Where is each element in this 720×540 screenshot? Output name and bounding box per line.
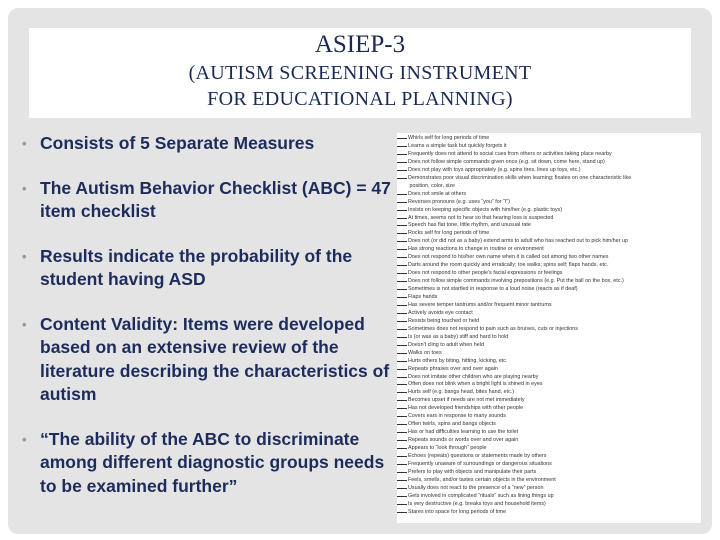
bullet-item [22, 132, 402, 156]
checkbox-blank [397, 202, 407, 203]
bullet-item [22, 313, 402, 407]
checklist-item [397, 262, 608, 268]
checklist-item [397, 374, 538, 380]
checklist-item [397, 501, 546, 507]
checklist-item-text: Frequently unaware of surroundings or dangerous situations [408, 460, 552, 467]
checklist-item-text: Frequently does not attend to social cues from others or activities taking place nearby [408, 150, 612, 157]
checklist-item [397, 366, 498, 372]
checkbox-blank [397, 218, 407, 219]
checklist-item [397, 381, 543, 387]
checklist-item-text: Does not smile at others [408, 190, 467, 197]
checklist-item [397, 238, 628, 244]
checklist-item [397, 278, 624, 284]
checklist-item [397, 230, 489, 236]
checkbox-blank [397, 432, 407, 433]
checklist-item [397, 246, 544, 252]
checklist-item-text: Is very destructive (e.g. breaks toys and household items) [408, 500, 546, 507]
title-line-3: FOR EDUCATIONAL PLANNING) [207, 88, 513, 110]
bullet-list [22, 132, 402, 519]
checklist-item [397, 469, 536, 475]
checklist-item-text: Has not developed friendships with other people [408, 405, 524, 412]
checklist-item [397, 326, 578, 332]
checklist-item [397, 191, 466, 197]
checkbox-blank [397, 241, 407, 242]
checkbox-blank [397, 313, 407, 314]
checkbox-blank [397, 408, 407, 409]
checklist-item [397, 183, 455, 189]
checklist-item-text: Gets involved in complicated “rituals” such as lining things up [408, 492, 554, 499]
checkbox-blank [397, 480, 407, 481]
checkbox-blank [397, 392, 407, 393]
checklist-item [397, 286, 578, 292]
checkbox-blank [397, 194, 407, 195]
checklist-item [397, 453, 546, 459]
checklist-item [397, 350, 442, 356]
checklist-item-text: Often twirls, spins and bangs objects [408, 421, 496, 428]
checklist-item [397, 175, 631, 181]
checklist-item-text: Hurts self (e.g. bangs head, bites hand, etc.) [408, 389, 515, 396]
checkbox-blank [397, 249, 407, 250]
checklist-item [397, 437, 518, 443]
checklist-item [397, 151, 612, 157]
checklist-item [397, 135, 489, 141]
checkbox-blank [397, 504, 407, 505]
checklist-item [397, 270, 562, 276]
bullet-icon: • [22, 248, 27, 264]
checklist-item [397, 421, 496, 427]
checklist-item [397, 445, 487, 451]
checklist-item [397, 215, 553, 221]
checkbox-blank [397, 377, 407, 378]
title-line-2: (AUTISM SCREENING INSTRUMENT [188, 62, 532, 84]
checklist-item-text: Reverses pronouns (e.g. uses “you” for “I”) [408, 198, 510, 205]
bullet-item [22, 177, 402, 224]
checklist-item-text: Appears to “look through” people [408, 445, 487, 452]
bullet-text: Consists of 5 Separate Measures [40, 133, 315, 153]
checklist-item-text: Repeats phrases over and over again [408, 365, 498, 372]
checklist-item [397, 405, 523, 411]
checklist-item-text: Does not follow simple commands given once (e.g. sit down, come here, stand up) [408, 158, 605, 165]
checkbox-blank [397, 154, 407, 155]
bullet-text: Content Validity: Items were developed based on an extensive review of the literature describing the characteristics of autism [40, 313, 390, 404]
checklist-item-text: Whirls self for long periods of time [408, 135, 490, 141]
checklist-item [397, 207, 562, 213]
checkbox-blank [397, 273, 407, 274]
checkbox-blank [397, 305, 407, 306]
checkbox-blank [397, 361, 407, 362]
checkbox-blank [397, 448, 407, 449]
checkbox-blank [397, 424, 407, 425]
checkbox-blank [397, 472, 407, 473]
checklist-item-text: Prefers to play with objects and manipulate their parts [408, 468, 537, 475]
checkbox-blank [397, 384, 407, 385]
slide-title [29, 28, 691, 118]
checklist-item [397, 509, 506, 515]
checkbox-blank [397, 210, 407, 211]
checkbox-blank [397, 233, 407, 234]
bullet-text: “The ability of the ABC to discriminate among different diagnostic groups needs to be examined further” [40, 428, 385, 496]
checklist-item [397, 477, 556, 483]
checklist-item-text: position, color, size [408, 182, 456, 189]
checkbox-blank [397, 464, 407, 465]
bullet-item [22, 245, 402, 292]
checkbox-blank [397, 289, 407, 290]
checklist-item-text: Feels, smells, and/or tastes certain objects in the environment [408, 476, 556, 483]
checklist-item [397, 318, 479, 324]
checkbox-blank [397, 369, 407, 370]
bullet-text: The Autism Behavior Checklist (ABC) = 47 item checklist [40, 177, 391, 221]
checklist-item-text: Actively avoids eye contact [408, 309, 473, 316]
checklist-item-text: Walks on toes [408, 349, 442, 356]
bullet-icon: • [22, 136, 27, 151]
checkbox-blank [397, 329, 407, 330]
checklist-item-text: Sometimes does not respond to pain such as bruises, cuts or injections [408, 325, 578, 332]
title-line-1: ASIEP-3 [314, 31, 406, 58]
checklist-item-text: Is (or was as a baby) stiff and hard to hold [408, 333, 509, 340]
bullet-icon: • [22, 180, 27, 196]
checkbox-blank [397, 416, 407, 417]
checklist-item-text: Often does not blink when a bright light is shined in eyes [408, 381, 543, 388]
checkbox-blank [397, 353, 407, 354]
checkbox-blank [397, 345, 407, 346]
checkbox-blank [397, 512, 407, 513]
checkbox-blank [397, 337, 407, 338]
checklist-item [397, 493, 554, 499]
checklist-item [397, 310, 473, 316]
checklist-item [397, 254, 608, 260]
checklist-item-text: Sometimes is not startled in response to a loud noise (reacts as if deaf) [408, 286, 578, 293]
checklist-item-text: Does not respond to his/her own name when it is called out among two other names [408, 254, 609, 261]
checklist-item [397, 389, 514, 395]
checklist-item [397, 167, 581, 173]
checklist-item-text: Resists being touched or held [408, 317, 480, 324]
checklist-item-text: Usually does not react to the presence of a “new” person [408, 484, 544, 491]
checklist-item-text: Has or had difficulties learning to use the toilet [408, 429, 519, 436]
checklist-item-text: Flaps hands [408, 294, 438, 300]
abc-checklist-image [397, 133, 701, 523]
checklist-item-text: Does not (or did not as a baby) extend arms to adult who has reached out to pick him/her up [408, 238, 628, 245]
checklist-item-text: Has severe temper tantrums and/or frequent minor tantrums [408, 301, 552, 308]
checklist-item [397, 461, 552, 467]
checklist-item-text: At times, seems not to hear so that hearing loss is suspected [408, 214, 554, 221]
checklist-item-text: Demonstrates poor visual discrimination skills when learning; fixates on one characteristic like [408, 174, 632, 181]
checkbox-blank [397, 440, 407, 441]
checklist-item-text: Speech has flat tone, little rhythm, and unusual rate [408, 222, 531, 229]
checkbox-blank [397, 297, 407, 298]
checkbox-blank [397, 488, 407, 489]
checklist-item-text: Has strong reactions to change in routine or environment [408, 246, 544, 253]
checklist-item-text: Echoes (repeats) questions or statements made by others [408, 453, 547, 459]
checklist-item-text: Repeats sounds or words over and over again [408, 437, 519, 444]
checklist-item-text: Does not imitate other children who are playing nearby [408, 373, 539, 380]
checkbox-blank [397, 321, 407, 322]
checkbox-blank [397, 281, 407, 282]
checklist-item-text: Covers ears in response to many sounds [408, 413, 506, 420]
bullet-text: Results indicate the probability of the student having ASD [40, 245, 353, 289]
checklist-item-text: Doesn't cling to adult when held [408, 341, 484, 348]
checkbox-blank [397, 146, 407, 147]
checkbox-blank [397, 138, 407, 139]
bullet-icon: • [22, 431, 27, 447]
bullet-item [22, 428, 402, 499]
checkbox-blank [397, 265, 407, 266]
bullet-icon: • [22, 316, 27, 332]
checklist-item-text: Insists on keeping specific objects with him/her (e.g. plastic toys) [408, 206, 562, 213]
checkbox-blank [397, 257, 407, 258]
checklist-item-text: Rocks self for long periods of time [408, 230, 490, 237]
checklist-item [397, 222, 531, 228]
checkbox-blank [397, 170, 407, 171]
checklist-item-text: Darts around the room quickly and erratically; toe walks; spins self; flaps hands, etc. [408, 262, 609, 269]
checklist-item-text: Does not follow simple commands involving prepositions (e.g. Put the ball on the box, etc.) [408, 278, 624, 285]
checklist-item [397, 358, 507, 364]
checklist-item [397, 199, 510, 205]
checklist-item-text: Learns a simple task but quickly forgets it [408, 142, 507, 149]
checklist-item [397, 159, 605, 165]
checkbox-blank [397, 225, 407, 226]
checklist-item-text: Does not play with toys appropriately (e.g. spins tires, lines up toys, etc.) [408, 166, 581, 173]
checklist-item [397, 429, 518, 435]
checklist-item [397, 302, 552, 308]
checklist-item [397, 485, 543, 491]
checklist-item [397, 334, 508, 340]
checklist-item-text: Hurts others by biting, hitting, kicking, etc. [408, 357, 508, 364]
checklist-item-text: Becomes upset if needs are not met immediately [408, 397, 525, 404]
checkbox-blank [397, 178, 407, 179]
checklist-item-text: Does not respond to other people's facial expressions or feelings [408, 270, 563, 277]
checklist-item [397, 294, 437, 300]
checkbox-blank [397, 496, 407, 497]
checklist-item-text: Stares into space for long periods of time [408, 508, 506, 515]
checklist-item [397, 143, 507, 149]
checklist-item [397, 397, 525, 403]
checklist-item [397, 342, 484, 348]
checklist-item [397, 413, 506, 419]
checkbox-blank [397, 456, 407, 457]
checkbox-blank [397, 400, 407, 401]
checkbox-blank [397, 162, 407, 163]
